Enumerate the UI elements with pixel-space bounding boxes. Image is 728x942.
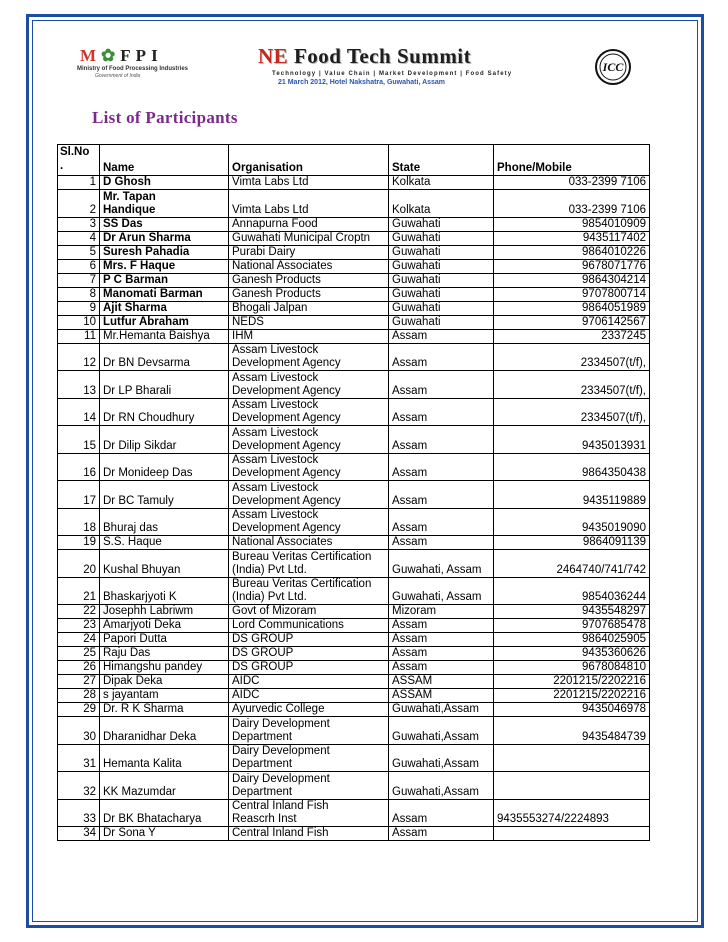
table-row [58,675,650,689]
cell-sl-no: 27 [58,675,100,689]
table-row [58,190,650,218]
cell-state: Guwahati [389,231,494,245]
cell-organisation: DS GROUP [229,661,389,675]
cell-state: Guwahati [389,245,494,259]
table-row [58,453,650,481]
cell-organisation: DS GROUP [229,633,389,647]
cell-name: Dr Dilip Sikdar [100,426,229,454]
table-row [58,550,650,578]
cell-sl-no: 24 [58,633,100,647]
cell-state: Kolkata [389,176,494,190]
summit-title [258,44,471,69]
cell-sl-no: 21 [58,577,100,605]
cell-state: Guwahati,Assam [389,744,494,772]
cell-sl-no: 8 [58,287,100,301]
cell-organisation: Assam Livestock Development Agency [229,398,389,426]
cell-sl-no: 6 [58,259,100,273]
mofpi-logo [62,46,189,86]
cell-organisation: AIDC [229,689,389,703]
cell-name: D Ghosh [100,176,229,190]
cell-phone: 9435019090 [494,508,650,536]
table-row [58,577,650,605]
cell-name: Suresh Pahadia [100,245,229,259]
cell-organisation: AIDC [229,675,389,689]
cell-organisation: Ayurvedic College [229,703,389,717]
cell-phone: 9864051989 [494,301,650,315]
cell-name: Amarjyoti Deka [100,619,229,633]
cell-organisation: Bhogali Jalpan [229,301,389,315]
cell-phone: 9706142567 [494,315,650,329]
table-row [58,717,650,745]
cell-name: Dr RN Choudhury [100,398,229,426]
cell-organisation: Annapurna Food [229,217,389,231]
table-row [58,315,650,329]
cell-name: KK Mazumdar [100,772,229,800]
cell-phone: 9864010226 [494,245,650,259]
cell-state: Guwahati [389,287,494,301]
table-row [58,619,650,633]
cell-sl-no: 17 [58,481,100,509]
summit-tagline: Technology | Value Chain | Market Development | Food Safety [272,71,513,77]
cell-organisation: DS GROUP [229,647,389,661]
cell-state: Assam [389,536,494,550]
cell-sl-no: 18 [58,508,100,536]
cell-phone: 2334507(t/f), [494,343,650,371]
cell-state: Assam [389,371,494,399]
cell-name: Josephh Labriwm [100,605,229,619]
table-row [58,231,650,245]
table-row [58,647,650,661]
summit-title-prefix: NE [258,44,289,68]
table-row [58,827,650,841]
cell-name: Ajit Sharma [100,301,229,315]
table-row [58,301,650,315]
cell-name: Lutfur Abraham [100,315,229,329]
cell-name: Dr Sona Y [100,827,229,841]
cell-phone: 033-2399 7106 [494,176,650,190]
cell-sl-no: 29 [58,703,100,717]
cell-phone: 9435117402 [494,231,650,245]
cell-sl-no: 32 [58,772,100,800]
cell-phone: 9864350438 [494,453,650,481]
cell-sl-no: 30 [58,717,100,745]
cell-state: Guwahati, Assam [389,550,494,578]
table-row [58,329,650,343]
table-row [58,287,650,301]
cell-phone [494,827,650,841]
cell-organisation: Assam Livestock Development Agency [229,371,389,399]
mofpi-ministry-name: Ministry of Food Processing Industries [77,66,189,72]
cell-state: Mizoram [389,605,494,619]
cell-sl-no: 16 [58,453,100,481]
cell-sl-no: 5 [58,245,100,259]
cell-state: Guwahati [389,259,494,273]
cell-name: Dr BC Tamuly [100,481,229,509]
cell-name: Dr LP Bharali [100,371,229,399]
cell-phone: 9707800714 [494,287,650,301]
cell-sl-no: 9 [58,301,100,315]
cell-organisation: Ganesh Products [229,287,389,301]
cell-state: Guwahati,Assam [389,772,494,800]
cell-name: Bhaskarjyoti K [100,577,229,605]
table-row [58,633,650,647]
cell-state: Assam [389,633,494,647]
cell-state: Assam [389,453,494,481]
cell-sl-no: 11 [58,329,100,343]
cell-organisation: NEDS [229,315,389,329]
cell-phone: 9435013931 [494,426,650,454]
cell-name: Mrs. F Haque [100,259,229,273]
participants-table [57,144,650,841]
cell-phone: 9864091139 [494,536,650,550]
header-state: State [389,145,494,176]
mofpi-government: Government of India [95,73,141,79]
cell-organisation: Assam Livestock Development Agency [229,453,389,481]
cell-name: Mr. Tapan Handique [100,190,229,218]
cell-organisation: National Associates [229,259,389,273]
cell-state: Assam [389,647,494,661]
cell-phone: 9864025905 [494,633,650,647]
cell-phone [494,744,650,772]
cell-organisation: Assam Livestock Development Agency [229,481,389,509]
icc-logo-icon [594,48,632,86]
cell-sl-no: 28 [58,689,100,703]
cell-phone: 2201215/2202216 [494,675,650,689]
header-name: Name [100,145,229,176]
cell-name: Hemanta Kalita [100,744,229,772]
page-title: List of Participants [92,108,238,127]
cell-sl-no: 22 [58,605,100,619]
cell-name: Himangshu pandey [100,661,229,675]
cell-state: Kolkata [389,190,494,218]
table-row [58,605,650,619]
cell-name: Dr Arun Sharma [100,231,229,245]
table-row [58,661,650,675]
cell-name: Dharanidhar Deka [100,717,229,745]
icc-logo-text: ICC [602,60,624,74]
cell-state: Assam [389,827,494,841]
cell-sl-no: 20 [58,550,100,578]
cell-name: Dr BN Devsarma [100,343,229,371]
cell-sl-no: 3 [58,217,100,231]
cell-phone: 9678071776 [494,259,650,273]
cell-phone [494,772,650,800]
cell-sl-no: 1 [58,176,100,190]
cell-name: P C Barman [100,273,229,287]
cell-name: Bhuraj das [100,508,229,536]
cell-name: Dr. R K Sharma [100,703,229,717]
header-phone: Phone/Mobile [494,145,650,176]
cell-sl-no: 19 [58,536,100,550]
cell-phone: 9435119889 [494,481,650,509]
cell-sl-no: 13 [58,371,100,399]
cell-state: Guwahati [389,301,494,315]
header-organisation: Organisation [229,145,389,176]
icc-logo [594,48,632,86]
table-header-row [58,145,650,176]
cell-name: Dipak Deka [100,675,229,689]
table-row [58,176,650,190]
cell-organisation: Bureau Veritas Certification (India) Pvt Ltd. [229,577,389,605]
cell-organisation: Lord Communications [229,619,389,633]
cell-name: Manomati Barman [100,287,229,301]
cell-sl-no: 25 [58,647,100,661]
cell-organisation: Assam Livestock Development Agency [229,508,389,536]
cell-name: SS Das [100,217,229,231]
cell-name: s jayantam [100,689,229,703]
table-row [58,217,650,231]
cell-sl-no: 2 [58,190,100,218]
table-row [58,689,650,703]
cell-phone: 2201215/2202216 [494,689,650,703]
cell-name: Dr Monideep Das [100,453,229,481]
cell-phone: 2334507(t/f), [494,371,650,399]
cell-sl-no: 23 [58,619,100,633]
cell-phone: 9435046978 [494,703,650,717]
cell-state: Assam [389,799,494,827]
table-row [58,536,650,550]
cell-organisation: IHM [229,329,389,343]
cell-sl-no: 4 [58,231,100,245]
cell-state: Assam [389,426,494,454]
table-row [58,508,650,536]
cell-sl-no: 34 [58,827,100,841]
cell-organisation: Assam Livestock Development Agency [229,426,389,454]
cell-phone: 9854036244 [494,577,650,605]
cell-state: Guwahati, Assam [389,577,494,605]
table-row [58,371,650,399]
cell-sl-no: 15 [58,426,100,454]
cell-state: Guwahati [389,273,494,287]
cell-name: Raju Das [100,647,229,661]
cell-phone: 9864304214 [494,273,650,287]
cell-organisation: Ganesh Products [229,273,389,287]
cell-state: Assam [389,481,494,509]
cell-organisation: Guwahati Municipal Croptn [229,231,389,245]
cell-state: Guwahati [389,217,494,231]
cell-state: Assam [389,329,494,343]
cell-organisation: Purabi Dairy [229,245,389,259]
cell-organisation: Central Inland Fish [229,827,389,841]
cell-state: ASSAM [389,689,494,703]
table-row [58,343,650,371]
mofpi-logo-word: M✿FPI [80,46,163,65]
cell-phone: 9435360626 [494,647,650,661]
cell-organisation: Dairy Development Department [229,717,389,745]
table-row [58,703,650,717]
table-row [58,799,650,827]
cell-organisation: Assam Livestock Development Agency [229,343,389,371]
cell-organisation: Bureau Veritas Certification (India) Pvt Ltd. [229,550,389,578]
summit-date-venue: 21 March 2012, Hotel Nakshatra, Guwahati, Assam [278,79,446,86]
cell-sl-no: 7 [58,273,100,287]
table-row [58,398,650,426]
table-row [58,481,650,509]
cell-state: Guwahati,Assam [389,703,494,717]
cell-phone: 033-2399 7106 [494,190,650,218]
cell-state: ASSAM [389,675,494,689]
cell-name: Kushal Bhuyan [100,550,229,578]
cell-phone: 9707685478 [494,619,650,633]
cell-name: Mr.Hemanta Baishya [100,329,229,343]
cell-sl-no: 33 [58,799,100,827]
cell-sl-no: 26 [58,661,100,675]
table-row [58,259,650,273]
cell-state: Assam [389,343,494,371]
cell-organisation: National Associates [229,536,389,550]
cell-name: Papori Dutta [100,633,229,647]
cell-phone: 9854010909 [494,217,650,231]
cell-organisation: Vimta Labs Ltd [229,176,389,190]
cell-state: Guwahati [389,315,494,329]
cell-name: Dr BK Bhatacharya [100,799,229,827]
cell-sl-no: 10 [58,315,100,329]
table-row [58,772,650,800]
header-sl-no: Sl.No . [58,145,100,176]
cell-phone: 9435484739 [494,717,650,745]
cell-organisation: Central Inland Fish Reascrh Inst [229,799,389,827]
cell-name: S.S. Haque [100,536,229,550]
table-row [58,426,650,454]
cell-phone: 9678084810 [494,661,650,675]
cell-state: Assam [389,661,494,675]
cell-state: Guwahati,Assam [389,717,494,745]
cell-organisation: Vimta Labs Ltd [229,190,389,218]
cell-sl-no: 31 [58,744,100,772]
cell-organisation: Govt of Mizoram [229,605,389,619]
cell-organisation: Dairy Development Department [229,772,389,800]
cell-organisation: Dairy Development Department [229,744,389,772]
cell-phone: 9435553274/2224893 [494,799,650,827]
table-row [58,744,650,772]
table-row [58,245,650,259]
cell-state: Assam [389,508,494,536]
summit-title-main: Food Tech Summit [288,44,472,68]
cell-sl-no: 12 [58,343,100,371]
cell-phone: 2337245 [494,329,650,343]
cell-sl-no: 14 [58,398,100,426]
cell-state: Assam [389,398,494,426]
table-row [58,273,650,287]
cell-phone: 9435548297 [494,605,650,619]
cell-phone: 2334507(t/f), [494,398,650,426]
cell-phone: 2464740/741/742 [494,550,650,578]
cell-state: Assam [389,619,494,633]
